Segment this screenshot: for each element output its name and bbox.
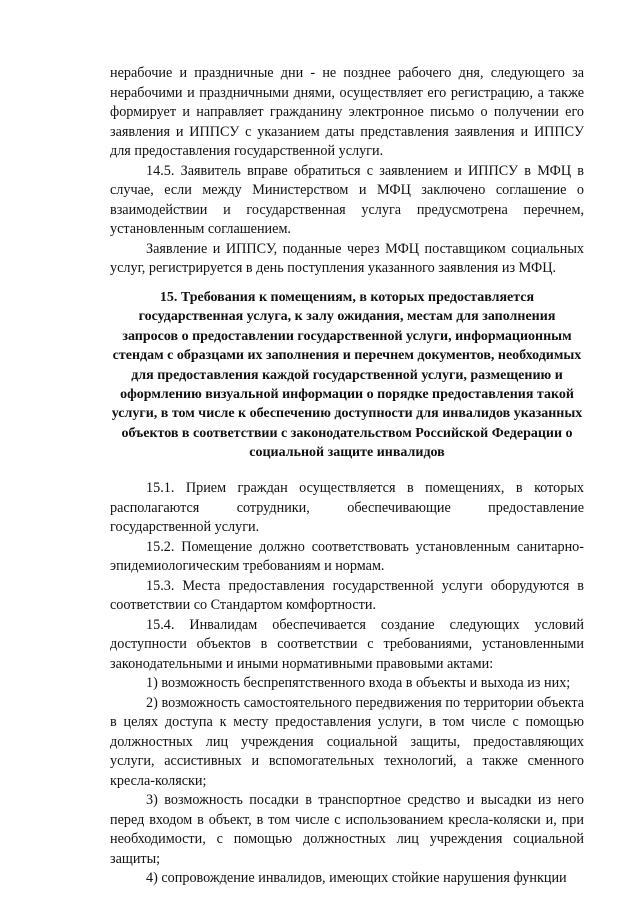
paragraph-15-1: 15.1. Прием граждан осуществляется в помещениях, в которых располагаются сотрудники, обеспечивающие предоставление государственной услуги. [110,480,584,535]
section-15-body [110,479,584,889]
list-item-4: 4) сопровождение инвалидов, имеющих стойкие нарушения функции [146,870,567,886]
paragraph-14-5: 14.5. Заявитель вправе обратиться с заявлением и ИППСУ в МФЦ в случае, если между Министерством и МФЦ заключено соглашение о взаимодействии и государственная услуга предусмотрена перечнем, установленным соглашением. [110,162,584,237]
top-text-block [110,64,584,279]
paragraph-continuation: нерабочие и праздничные дни - не позднее рабочего дня, следующего за нерабочими и праздничными днями, осуществляет его регистрацию, а также формирует и направляет гражданину электронное письмо о получении его заявления и ИППСУ с указанием даты представления заявления и ИППСУ для предоставления государственной услуги. [110,65,584,159]
list-item-1: 1) возможность беспрепятственного входа в объекты и выхода из них; [146,675,571,691]
list-item-2: 2) возможность самостоятельного передвижения по территории объекта в целях доступа к месту предоставления услуги, в том числе с помощью должностных лиц учреждения социальной защиты, предоставляющих услуги, ассистивных и вспомогательных технологий, а также сменного кресла-коляски; [110,694,584,789]
paragraph-15-4: 15.4. Инвалидам обеспечивается создание следующих условий доступности объектов в соответствии с требованиями, установленными законодательными и иными нормативными правовыми актами: [110,616,584,672]
paragraph-15-2: 15.2. Помещение должно соответствовать установленным санитарно-эпидемиологическим требованиям и нормам. [110,538,584,574]
list-item-3: 3) возможность посадки в транспортное средство и высадки из него перед входом в объект, в том числе с использованием кресла-коляски и, при необходимости, с помощью должностных лиц учреждения социальной защиты; [110,792,584,867]
paragraph-mfc-registration: Заявление и ИППСУ, поданные через МФЦ поставщиком социальных услуг, регистрируется в день поступления указанного заявления из МФЦ. [110,240,584,276]
section-15-heading: 15. Требования к помещениям, в которых предоставляется государственная услуга, к залу ожидания, местам для заполнения запросов о предоставлении государственной услуги, информационным стендам с образцами их заполнения и перечнем документов, необходимых для предоставления каждой государственной услуги, размещению и оформлению визуальной информации о порядке предоставления такой услуги, в том числе к обеспечению доступности для инвалидов указанных объектов в соответствии с законодательством Российской Федерации о социальной защите инвалидов [111,290,583,461]
paragraph-15-3: 15.3. Места предоставления государственной услуги оборудуются в соответствии со Стандартом комфортности. [110,577,584,613]
